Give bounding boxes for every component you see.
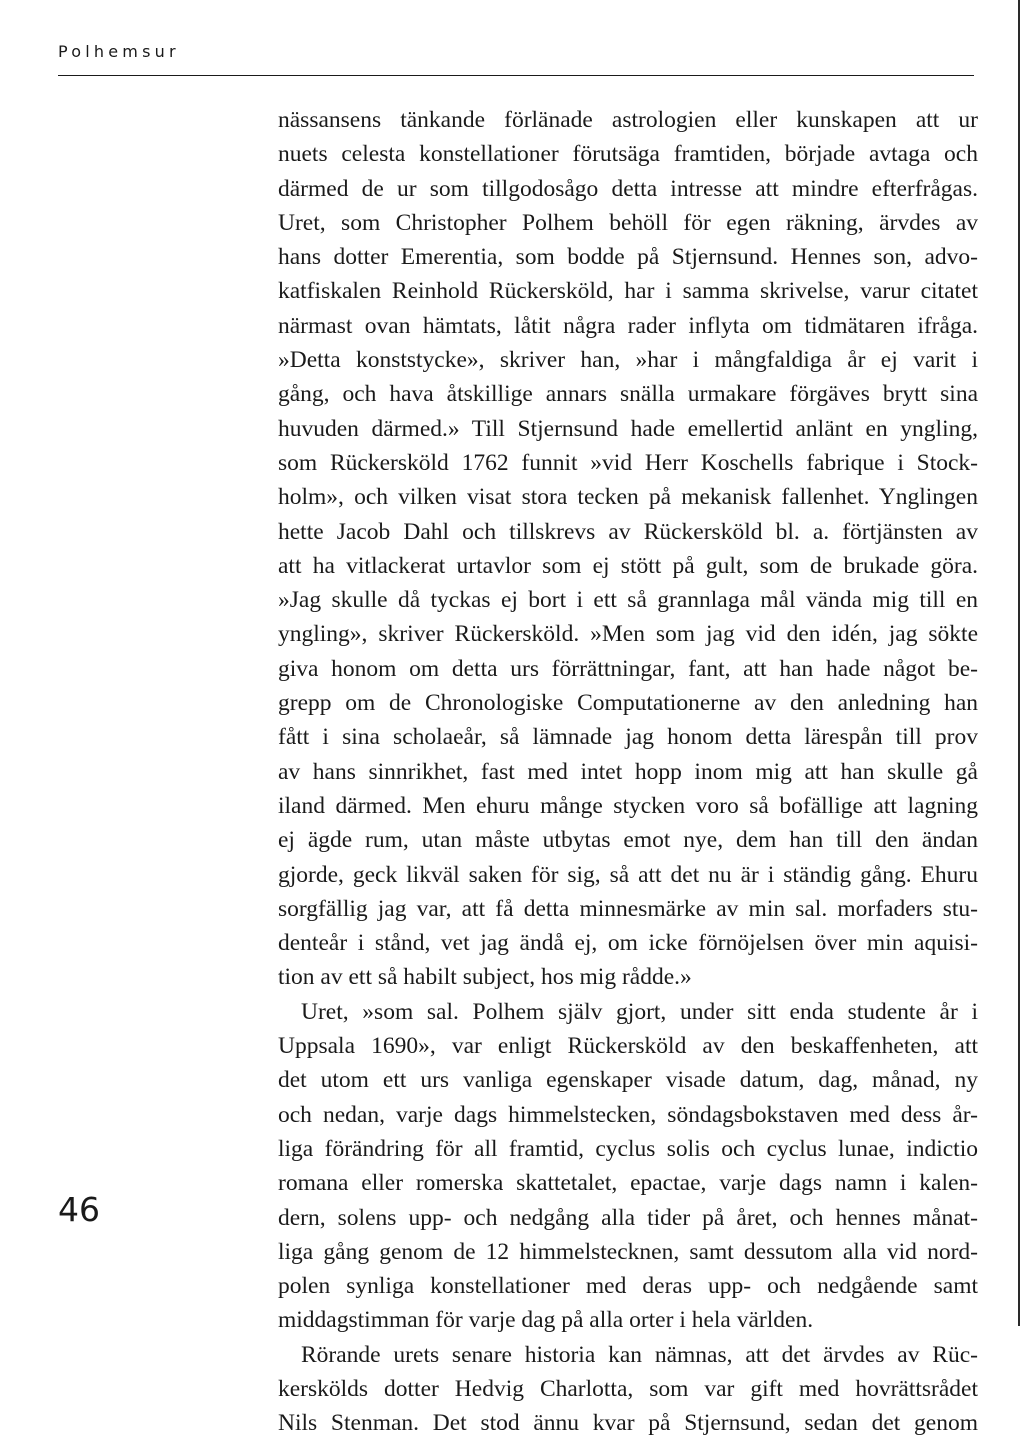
text-line: iland därmed. Men ehuru månge stycken voro så bofällige att lagning: [278, 792, 978, 819]
text-line: och nedan, varje dags himmelstecken, söndagsbokstaven med dess år-: [278, 1101, 978, 1128]
text-line: gång, och hava åtskillige annars snälla urmakare förgäves brytt sina: [278, 381, 978, 408]
text-line: därmed de ur som tillgodosågo detta intresse att mindre efterfrågas.: [278, 175, 978, 202]
text-line: nuets celesta konstellationer förutsäga framtiden, började avtaga och: [278, 141, 978, 168]
text-line: denteår i stånd, vet jag ändå ej, om icke förnöjelsen över min aquisi-: [278, 930, 978, 957]
text-line: dern, solens upp- och nedgång alla tider på året, och hennes månat-: [278, 1204, 978, 1231]
text-line: nässansens tänkande förlänade astrologien eller kunskapen att ur: [278, 107, 978, 133]
page-edge-rule: [1018, 0, 1020, 1326]
text-line: av hans sinnrikhet, fast med intet hopp inom mig att han skulle gå: [278, 758, 978, 785]
text-line: Uret, som Christopher Polhem behöll för egen räkning, ärvdes av: [278, 209, 978, 236]
running-head: Polhemsur: [58, 42, 180, 61]
text-line: Rörande urets senare historia kan nämnas, att det ärvdes av Rüc-: [301, 1341, 978, 1368]
text-line: närmast ovan hämtats, låtit några rader inflyta om tidmätaren ifråga.: [278, 312, 978, 339]
text-line: giva honom om detta urs förrättningar, fant, att han hade något be-: [278, 655, 978, 682]
text-line: »Detta konststycke», skriver han, »har i mångfaldiga år ej varit i: [278, 347, 978, 374]
text-line: polen synliga konstellationer med deras upp- och nedgående samt: [278, 1273, 978, 1300]
text-line: Uppsala 1690», var enligt Rückersköld av den beskaffenheten, att: [278, 1033, 978, 1060]
text-line: katfiskalen Reinhold Rückersköld, har i samma skrivelse, varur citatet: [278, 278, 978, 305]
text-line: hette Jacob Dahl och tillskrevs av Rückersköld bl. a. förtjänsten av: [278, 518, 978, 545]
text-line: att ha vitlackerat urtavlor som ej stött på gult, som de brukade göra.: [278, 552, 978, 579]
text-line: holm», och vilken visat stora tecken på mekanisk fallenhet. Ynglingen: [278, 484, 978, 511]
text-line: gjorde, geck likväl saken för sig, så att det nu är i ständig gång. Ehuru: [278, 861, 978, 888]
text-line: huvuden därmed.» Till Stjernsund hade emellertid anlänt en yngling,: [278, 415, 978, 442]
text-line: »Jag skulle då tyckas ej bort i ett så grannlaga mål vända mig till en: [278, 587, 978, 614]
text-line: yngling», skriver Rückersköld. »Men som jag vid den idén, jag sökte: [278, 621, 978, 648]
text-line: sorgfällig jag var, att få detta minnesmärke av min sal. morfaders stu-: [278, 895, 978, 922]
text-line: middagstimman för varje dag på alla orter i hela världen.: [278, 1307, 814, 1334]
text-line: ej ägde rum, utan måste utbytas emot nye, dem han till den ändan: [278, 827, 978, 854]
page-number: 46: [58, 1190, 100, 1229]
text-line: romana eller romerska skattetalet, epactae, varje dags namn i kalen-: [278, 1170, 978, 1197]
body-text: [278, 103, 978, 1441]
text-line: Nils Stenman. Det stod ännu kvar på Stjernsund, sedan det genom: [278, 1410, 978, 1437]
text-line: som Rückersköld 1762 funnit »vid Herr Koschells fabrique i Stock-: [278, 449, 978, 476]
text-line: hans dotter Emerentia, som bodde på Stjernsund. Hennes son, advo-: [278, 244, 978, 271]
text-line: liga förändring för all framtid, cyclus solis och cyclus lunae, indictio: [278, 1135, 978, 1162]
text-line: grepp om de Chronologiske Computationerne av den anledning han: [278, 690, 978, 717]
text-line: det utom ett urs vanliga egenskaper visade datum, dag, månad, ny: [278, 1067, 978, 1094]
text-line: fått i sina scholaeår, så lämnade jag honom detta lärespån till prov: [278, 724, 978, 751]
text-line: kerskölds dotter Hedvig Charlotta, som var gift med hovrättsrådet: [278, 1375, 978, 1402]
text-line: tion av ett så habilt subject, hos mig rådde.»: [278, 964, 692, 991]
text-line: Uret, »som sal. Polhem själv gjort, under sitt enda studente år i: [301, 998, 978, 1025]
text-line: liga gång genom de 12 himmelstecknen, samt dessutom alla vid nord-: [278, 1238, 978, 1265]
header-rule: [58, 75, 974, 76]
